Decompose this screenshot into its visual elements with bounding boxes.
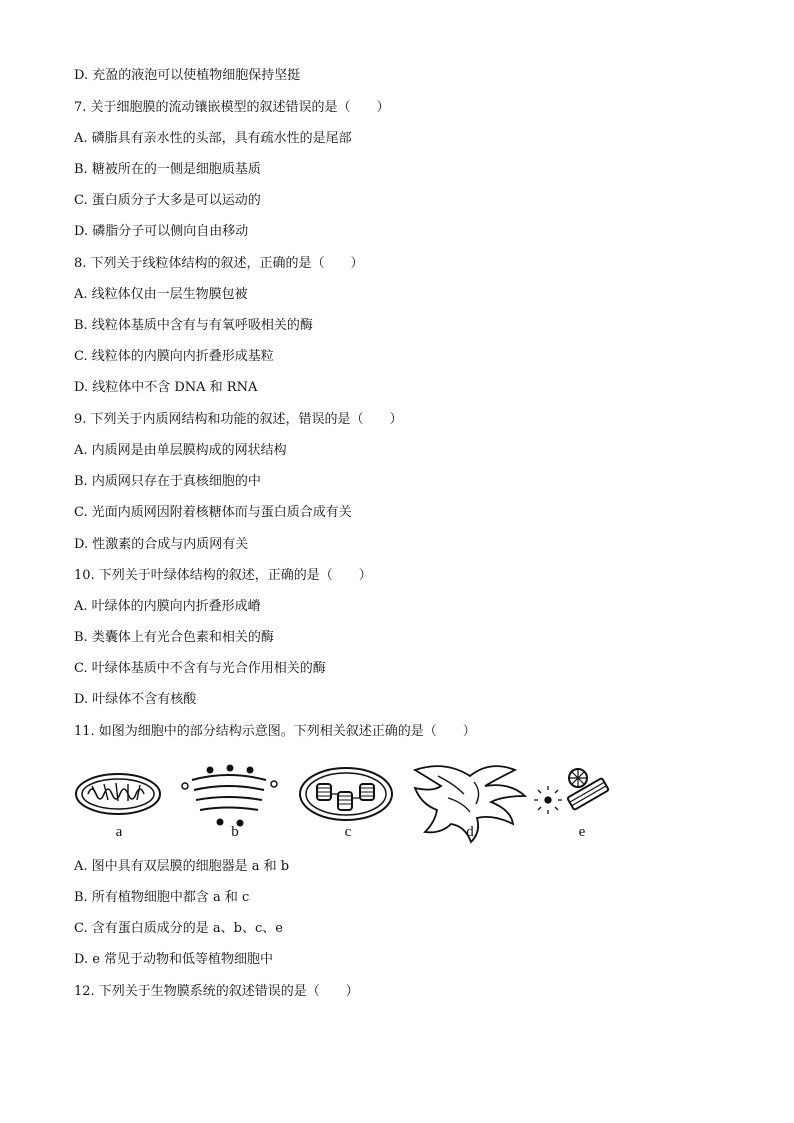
q8-option-a: A. 线粒体仅由一层生物膜包被 bbox=[74, 287, 248, 302]
q10-stem: 10. 下列关于叶绿体结构的叙述，正确的是（ ） bbox=[74, 568, 372, 583]
q9-option-a: A. 内质网是由单层膜构成的网状结构 bbox=[74, 443, 287, 458]
q8-option-c: C. 线粒体的内膜向内折叠形成基粒 bbox=[74, 349, 274, 364]
golgi-drawing bbox=[182, 766, 277, 826]
chloroplast-drawing bbox=[300, 768, 392, 820]
figure-label-c: c bbox=[344, 824, 352, 840]
q9-option-b: B. 内质网只存在于真核细胞的中 bbox=[74, 474, 261, 489]
q7-option-a: A. 磷脂具有亲水性的头部，具有疏水性的是尾部 bbox=[74, 131, 352, 146]
q6-option-d: D. 充盈的液泡可以使植物细胞保持坚挺 bbox=[74, 68, 301, 83]
q10-option-b: B. 类囊体上有光合色素和相关的酶 bbox=[74, 630, 274, 645]
q11-option-c: C. 含有蛋白质成分的是 a、b、c、e bbox=[74, 921, 283, 936]
figure-label-e: e bbox=[578, 824, 586, 840]
mitochondrion-drawing bbox=[76, 774, 160, 814]
q8-option-b: B. 线粒体基质中含有与有氧呼吸相关的酶 bbox=[74, 318, 313, 333]
q11-stem: 11. 如图为细胞中的部分结构示意图。下列相关叙述正确的是（ ） bbox=[74, 724, 476, 739]
q7-option-c: C. 蛋白质分子大多是可以运动的 bbox=[74, 193, 261, 208]
q8-option-d: D. 线粒体中不含 DNA 和 RNA bbox=[74, 380, 258, 395]
q7-stem: 7. 关于细胞膜的流动镶嵌模型的叙述错误的是（ ） bbox=[74, 100, 390, 115]
q7-option-d: D. 磷脂分子可以侧向自由移动 bbox=[74, 224, 249, 239]
q11-option-d: D. e 常见于动物和低等植物细胞中 bbox=[74, 952, 274, 967]
q10-option-c: C. 叶绿体基质中不含有与光合作用相关的酶 bbox=[74, 661, 326, 676]
q9-stem: 9. 下列关于内质网结构和功能的叙述，错误的是（ ） bbox=[74, 412, 403, 427]
q8-stem: 8. 下列关于线粒体结构的叙述，正确的是（ ） bbox=[74, 256, 364, 271]
figure-label-d: d bbox=[466, 824, 474, 840]
q7-option-b: B. 糖被所在的一侧是细胞质基质 bbox=[74, 162, 261, 177]
centriole-drawing bbox=[534, 769, 609, 814]
q10-option-d: D. 叶绿体不含有核酸 bbox=[74, 692, 197, 707]
q11-option-b: B. 所有植物细胞中都含 a 和 c bbox=[74, 890, 250, 905]
q12-stem: 12. 下列关于生物膜系统的叙述错误的是（ ） bbox=[74, 984, 359, 999]
q10-option-a: A. 叶绿体的内膜向内折叠形成嵴 bbox=[74, 599, 261, 614]
q9-option-d: D. 性激素的合成与内质网有关 bbox=[74, 537, 249, 552]
figure-label-a: a bbox=[115, 824, 123, 840]
q11-option-a: A. 图中具有双层膜的细胞器是 a 和 b bbox=[74, 859, 290, 874]
figure-label-b: b bbox=[231, 824, 239, 840]
q9-option-c: C. 光面内质网因附着核糖体而与蛋白质合成有关 bbox=[74, 505, 352, 520]
